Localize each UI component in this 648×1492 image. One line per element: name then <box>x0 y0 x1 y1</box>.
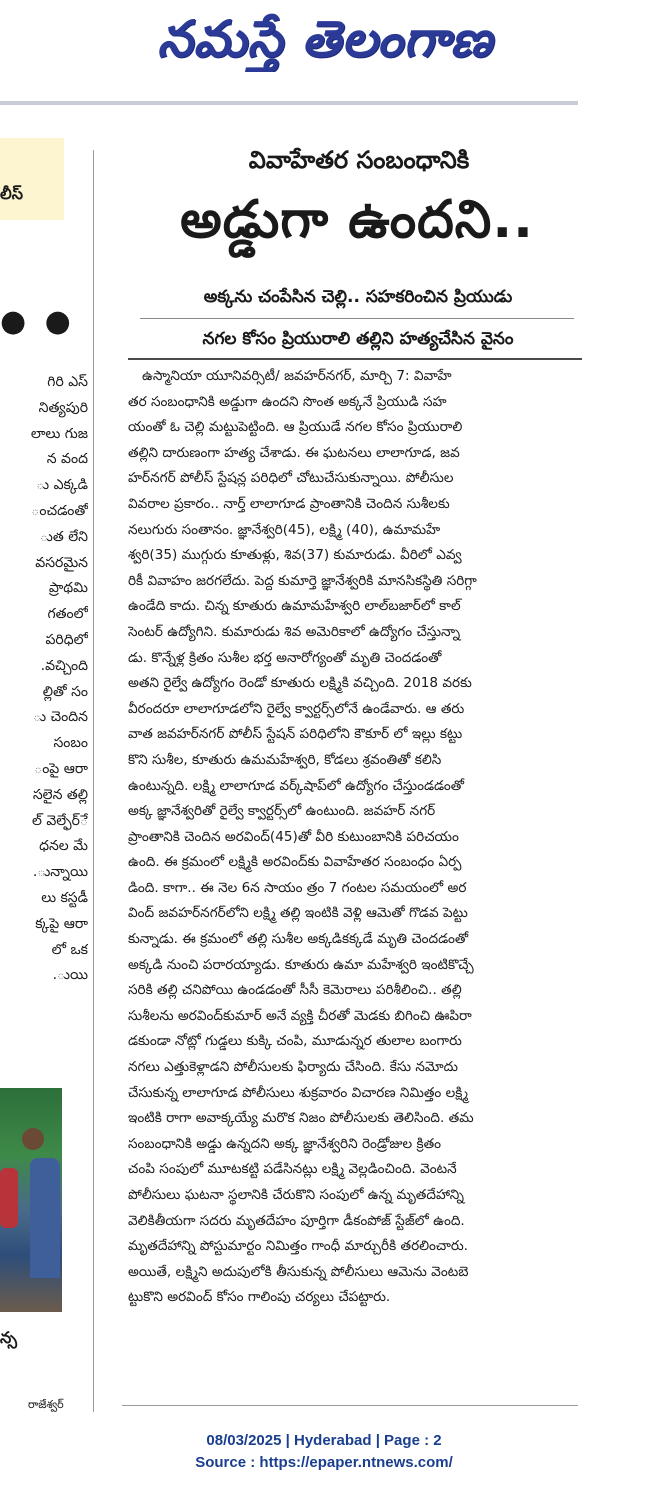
adjacent-text-line: ప్రాథమి <box>48 580 88 597</box>
adjacent-text-line: నిత్యపురి <box>38 399 88 416</box>
article-text-line: సరికి తల్లి చనిపోయి ఉండడంతో సీసీ కెమెరాలు పరిశీలించి.. తల్లి <box>128 982 462 999</box>
article-text-line: వెలికితీయగా సదరు మృతదేహం పూర్తిగా డీకంపోజ్ స్టేజ్‌లో ఉంది. <box>128 1212 465 1229</box>
article-text-line: డు. కొన్నేళ్ల క్రితం సుశీల భర్త అనారోగ్యంతో మృతి చెందడంతో <box>128 649 442 666</box>
article-text-line: వీరందరూ లాలాగూడలోని రైల్వే క్వార్టర్స్‌లోనే ఉండేవారు. ఆ తరు <box>128 700 465 717</box>
article-text-line: అక్క జ్ఞానేశ్వరితో రైల్వే క్వార్టర్స్‌లో ఉంటుంది. జవహర్ నగర్ <box>128 803 436 820</box>
adjacent-text-line: లాలు గుజ <box>30 425 88 442</box>
article-text-line: చేసుకున్న లాలాగూడ పోలీసులు శుక్రవారం విచారణ నిమిత్తం లక్ష్మి <box>128 1084 469 1101</box>
article-text-line: సుశీలను అరవింద్‌కుమార్ అనే వ్యక్తి చీరతో మెడకు బిగించి ఊపిరా <box>128 1007 472 1024</box>
adjacent-text-line: వసరమైన <box>35 554 88 571</box>
article-text-line: మృతదేహాన్ని పోస్టుమార్టం నిమిత్తం గాంధీ మార్చురీకి తరలించారు. <box>128 1238 468 1255</box>
adjacent-text-line: ంచడంతో <box>31 502 88 519</box>
deck-divider <box>140 318 574 319</box>
article-text-line: ట్టుకొని అరవింద్ కోసం గాలింపు చర్యలు చేపట్టారు. <box>128 1289 391 1306</box>
adjacent-text-line: ుత లేని <box>39 528 88 545</box>
photo-person-head <box>22 1128 44 1150</box>
article-text-line: తల్లిని దారుణంగా హత్య చేశాడు. ఈ ఘటనలు లాలాగూడ, జవ <box>128 444 460 461</box>
article-text-line: యంతో ఓ చెల్లి మట్టుపెట్టింది. ఆ ప్రియుడే నగల కోసం ప్రియురాలి <box>128 419 463 436</box>
article-text-line: అతని రైల్వే ఉద్యోగం రెండో కూతురు లక్ష్మికి వచ్చింది. 2018 వరకు <box>128 675 472 692</box>
article-bottom-rule <box>122 1405 578 1406</box>
adjacent-text-line: ున్నాయి. <box>32 864 88 881</box>
adjacent-text-line: ు ఎక్కడి <box>36 477 88 494</box>
adjacent-text-line: ు చెందిన <box>33 709 88 726</box>
adjacent-text-line: లో ఒక <box>51 941 88 958</box>
subdeck-divider <box>128 358 582 360</box>
article-text-line: కొని సుశీల, కూతురు ఉమమహేశ్వరి, కోడలు శ్రవంతితో కలిసి <box>128 751 442 768</box>
adjacent-text-line: వచ్చింది. <box>40 657 88 674</box>
adjacent-photo-caption: న్స <box>0 1328 17 1347</box>
adjacent-text-line: సలైన తల్లి <box>32 786 88 803</box>
article-body <box>128 364 588 1311</box>
article-text-line: అయితే, లక్ష్మిని అదుపులోకి తీసుకున్న పోలీసులు ఆమెను వెంటబె <box>128 1263 469 1280</box>
adjacent-highlight-box <box>0 138 64 220</box>
article-text-line: అక్కడి నుంచి పరారయ్యాడు. కూతురు ఉమా మహేశ్వరి ఇంటికొచ్చే <box>128 956 474 973</box>
adjacent-text-line: ుయి. <box>52 967 88 984</box>
article-text-line: హర్‌నగర్ పోలీస్ స్టేషన్ల పరిధిలో చోటుచేసుకున్నాయి. పోలీసుల <box>128 470 454 487</box>
adjacent-text-line: ధనల మే <box>39 838 88 855</box>
article-text-line: రికీ వివాహం జరగలేదు. పెద్ద కుమార్తె జ్ఞానేశ్వరికి మానసికస్థితి సరిగ్గా <box>128 572 477 589</box>
article-text-line: డింది. కాగా.. ఈ నెల 6న సాయం త్రం 7 గంటల సమయంలో అర <box>128 879 467 896</box>
article-text-line: ఉస్మానియా యూనివర్సిటీ/ జవహర్‌నగర్, మార్చి 7: వివాహే <box>142 368 452 384</box>
photo-flowers <box>0 1168 18 1228</box>
article-text-line: సంబంధానికి అడ్డు ఉన్నదని అక్క జ్ఞానేశ్వరిని రెండ్రోజుల క్రితం <box>128 1135 442 1152</box>
article-text-line: ఉంది. ఈ క్రమంలో లక్ష్మికి అరవింద్‌కు వివాహేతర సంబంధం ఏర్ప <box>128 854 462 871</box>
article-text-line: పోలీసులు ఘటనా స్థలానికి చేరుకొని సంపులో ఉన్న మృతదేహాన్ని <box>128 1187 464 1203</box>
article-text-line: వింద్ జవహర్‌నగర్‌లోని లక్ష్మి తల్లి ఇంటికి వెళ్లి ఆమెతో గొడవ పెట్టు <box>128 905 468 922</box>
adjacent-byline: రాజేశ్వర్ <box>28 1398 64 1411</box>
adjacent-photo <box>0 1088 62 1312</box>
article-text-line: ఉంటున్నది. లక్ష్మి లాలాగూడ వర్క్‌షాప్‌లో ఉద్యోగం చేస్తుండడంతో <box>128 777 465 794</box>
adjacent-text-line: సంబం <box>53 735 88 752</box>
adjacent-text-line: న వంద <box>46 451 88 468</box>
article-text-line: కున్నాడు. ఈ క్రమంలో తల్లి సుశీల అక్కడికక్కడే మృతి చెందడంతో <box>128 931 469 948</box>
newspaper-logo: నమస్తే తెలంగాణ <box>157 10 493 68</box>
article-text-line: వాత జవహర్‌నగర్ పోలీస్ స్టేషన్ పరిధిలోని కౌకూర్ లో ఇల్లు కట్టు <box>128 726 463 743</box>
page-footer <box>0 1430 648 1474</box>
article-text-line: ఇంటికి రాగా అవాక్కయ్యే మరొక నిజం పోలీసులకు తెలిసింది. తమ <box>128 1110 474 1127</box>
article-deck: అక్కను చంపేసిన చెల్లి.. సహకరించిన ప్రియుడు <box>203 287 513 307</box>
article-text-line: ప్రాంతానికి చెందిన అరవింద్(45)తో వీరి కుటుంబానికి పరిచయం <box>128 828 459 845</box>
article-text-line: నగలు ఎత్తుకెళ్లాడని పోలీసులకు ఫిర్యాదు చేసింది. కేసు నమోదు <box>128 1059 458 1076</box>
article-subdeck: నగల కోసం ప్రియురాలి తల్లిని హత్యచేసిన వైనం <box>202 329 514 349</box>
article-text-line: తర సంబంధానికి అడ్డుగా ఉందని సొంత అక్కనే ప్రియుడి సహ <box>128 393 447 410</box>
article-text-line: ఉండేది కాదు. చిన్న కూతురు ఉమామహేశ్వరి లాల్‌బజార్‌లో కాల్ <box>128 598 461 615</box>
masthead <box>0 0 648 80</box>
adjacent-text-line: క్కపై ఆరా <box>35 915 88 932</box>
article-text-line: సెంటర్ ఉద్యోగిని. కుమారుడు శివ అమెరికాలో ఉద్యోగం చేస్తున్నా <box>128 623 461 640</box>
adjacent-box-text: లీస్ <box>0 184 23 203</box>
adjacent-text-line: ంపై ఆరా <box>34 760 88 777</box>
adjacent-column <box>0 108 90 1448</box>
article-headline: అడ్డుగా ఉందని.. <box>180 190 534 250</box>
column-separator <box>93 150 94 1412</box>
article-text-line: నలుగురు సంతానం. జ్ఞానేశ్వరి(45), లక్ష్మి (40), ఉమామహే <box>128 521 441 538</box>
adjacent-text-line: గిరి ఎస్ <box>47 374 88 390</box>
article-text-line: వివరాల ప్రకారం.. నార్త్ లాలాగూడ ప్రాంతానికి చెందిన సుశీలకు <box>128 495 450 512</box>
masthead-divider <box>0 101 578 105</box>
adjacent-text-line: లు కస్టడీ <box>41 889 88 906</box>
article-text-line: చంపి సంపులో మూటకట్టి పడేసినట్లు లక్ష్మి వెల్లడించింది. వెంటనే <box>128 1161 457 1178</box>
adjacent-text-line: ల్లితో సం <box>42 683 88 700</box>
adjacent-text-line: గతంలో <box>47 606 88 623</box>
footer-source: Source : https://epaper.ntnews.com/ <box>195 1454 453 1471</box>
adjacent-dots: ● ● <box>0 304 75 339</box>
footer-date-edition: 08/03/2025 | Hyderabad | Page : 2 <box>206 1432 442 1449</box>
adjacent-text-line: ేల్ వెల్ఫేర్ <box>31 812 88 829</box>
adjacent-text-line: పరిధిలో <box>45 631 88 648</box>
article-text-line: శ్వరి(35) ముగ్గురు కూతుళ్లు, శివ(37) కుమారుడు. వీరిలో ఎవ్వ <box>128 547 462 564</box>
photo-person-body <box>30 1158 60 1278</box>
adjacent-body-text <box>0 370 88 989</box>
article-kicker: వివాహేతర సంబంధానికి <box>248 146 470 174</box>
article-text-line: డకుండా నోట్లో గుడ్డలు కుక్కి చంపి, మూడున్నర తులాల బంగారు <box>128 1033 462 1050</box>
